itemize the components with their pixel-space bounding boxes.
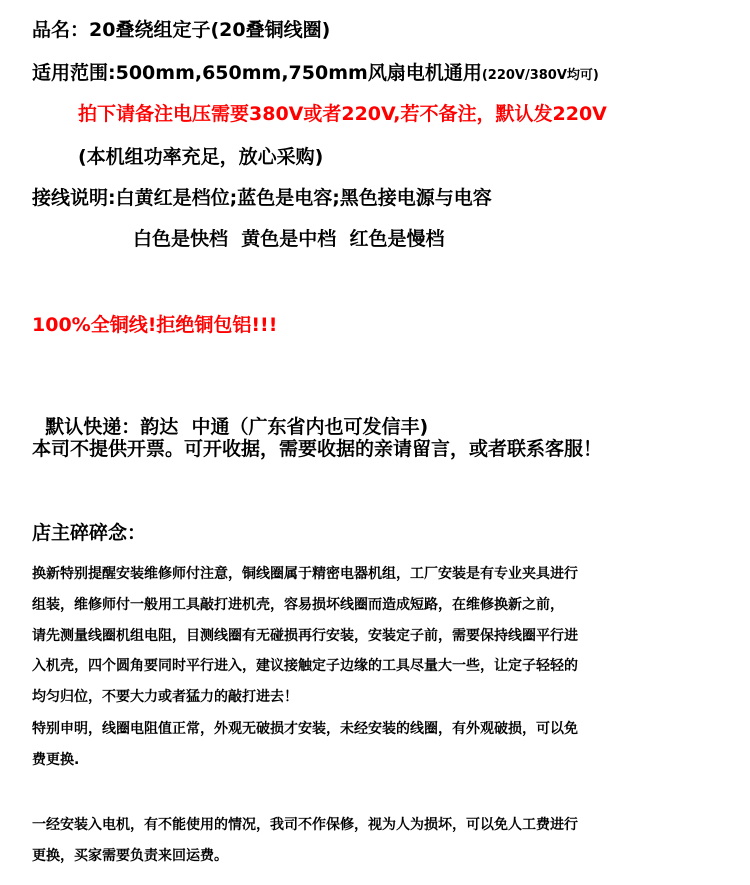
notes-heading: 店主碎碎念：: [32, 522, 147, 544]
notes-p2-line-1: 特别申明，线圈电阻值正常，外观无破损才安装，未经安装的线圈，有外观破损，可以免: [32, 721, 578, 737]
notes-p1-line-3: 请先测量线圈机组电阻，目测线圈有无碰损再行安装，安装定子前，需要保持线圈平行进: [32, 628, 578, 644]
notes-p1-line-2: 组装，维修师付一般用工具敲打进机壳，容易损坏线圈而造成短路，在维修换新之前，: [32, 597, 564, 613]
product-name-value: 20叠绕组定子(20叠铜线圈): [89, 19, 331, 41]
wiring-line: [32, 189, 492, 208]
notes-p1-line-4: 入机壳，四个圆角要同时平行进入，建议接触定子边缘的工具尽量大一些，让定子轻轻的: [32, 658, 578, 674]
product-name-label: 品名：: [32, 19, 90, 41]
notes-p3-line-1: 一经安装入电机，有不能使用的情况，我司不作保修，视为人为损坏，可以免人工费进行: [32, 817, 578, 833]
wiring-speeds: 白色是快档 黄色是中档 红色是慢档: [133, 228, 445, 250]
notes-p1-line-1: 换新特别提醒安装维修师付注意，铜线圈属于精密电器机组，工厂安装是有专业夹具进行: [32, 566, 578, 582]
spec-label: 适用范围:: [32, 62, 116, 84]
wiring-label: 接线说明:: [32, 187, 116, 209]
copper-claim: 100%全铜线!拒绝铜包铝!!!: [32, 314, 278, 336]
notes-p2-line-2: 费更换.: [32, 752, 80, 768]
notes-p3-line-2: 更换，买家需要负责来回运费。: [32, 848, 228, 864]
shipping-value: 韵达 中通（广东省内也可发信丰): [140, 416, 429, 438]
spec-value: 500mm,650mm,750mm风扇电机通用: [115, 62, 482, 84]
power-note: (本机组功率充足，放心采购): [78, 146, 324, 168]
spec-line: [32, 64, 599, 83]
spec-voltage-note: (220V/380V均可): [481, 68, 599, 83]
voltage-warning: 拍下请备注电压需要380V或者220V,若不备注，默认发220V: [78, 103, 607, 125]
wiring-value: 白黄红是档位;蓝色是电容;黑色接电源与电容: [115, 187, 492, 209]
notes-p1-line-5: 均匀归位，不要大力或者猛力的敲打进去！: [32, 689, 298, 705]
shipping-line: [32, 399, 428, 437]
shipping-label: 默认快递：: [45, 416, 141, 438]
product-name-line: [32, 21, 330, 40]
invoice-note: 本司不提供开票。可开收据，需要收据的亲请留言，或者联系客服！: [32, 438, 603, 460]
